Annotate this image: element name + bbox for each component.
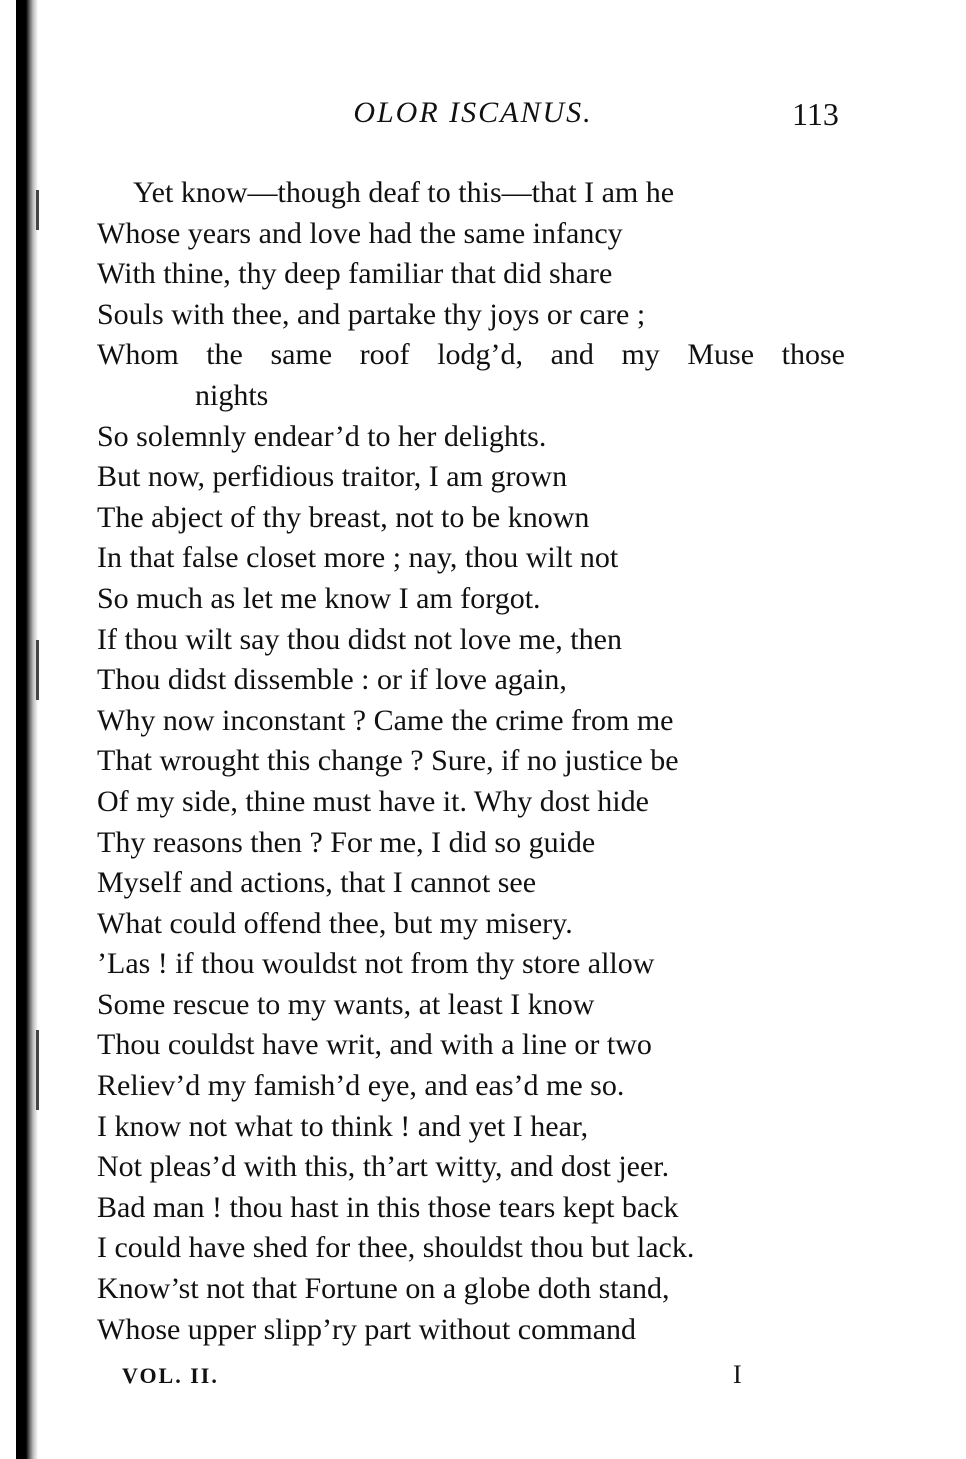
poem-word: and xyxy=(550,338,594,372)
signature-letter: I xyxy=(733,1360,742,1389)
poem-line: That wrought this change ? Sure, if no justice be xyxy=(97,744,679,778)
spine-speck xyxy=(36,640,39,700)
book-spine-shadow xyxy=(16,0,38,1459)
signature-mark: VOL. II. xyxy=(122,1363,219,1388)
poem-line: So much as let me know I am forgot. xyxy=(97,581,541,615)
running-title: OLOR ISCANUS. xyxy=(353,96,593,129)
poem-line: Some rescue to my wants, at least I know xyxy=(97,987,595,1021)
poem-line: In that false closet more ; nay, thou wilt not xyxy=(97,541,619,575)
spine-speck xyxy=(36,190,39,230)
poem-line: I know not what to think ! and yet I hear, xyxy=(97,1109,589,1143)
poem-word: lodg’d, xyxy=(437,338,524,372)
poem-line: Whose years and love had the same infancy xyxy=(97,216,623,250)
poem-line: Myself and actions, that I cannot see xyxy=(97,866,537,900)
poem-word: Whom xyxy=(97,338,179,372)
poem-word: the xyxy=(206,338,243,372)
poem-line-continuation: nights xyxy=(195,378,269,412)
poem-line: Thou didst dissemble : or if love again, xyxy=(97,663,567,697)
poem-line: The abject of thy breast, not to be known xyxy=(97,500,590,534)
poem-line: Of my side, thine must have it. Why dost hide xyxy=(97,784,649,818)
poem-line-justified xyxy=(97,335,845,376)
poem-line: What could offend thee, but my misery. xyxy=(97,906,573,940)
poem-line: Souls with thee, and partake thy joys or care ; xyxy=(97,297,646,331)
poem-line: ’Las ! if thou wouldst not from thy store allow xyxy=(97,947,655,981)
poem-line: Reliev’d my famish’d eye, and eas’d me so. xyxy=(97,1069,625,1103)
poem-line: Whose upper slipp’ry part without command xyxy=(97,1312,637,1346)
poem-word: same xyxy=(270,338,333,372)
poem-line: With thine, thy deep familiar that did share xyxy=(97,257,613,291)
poem-word: Muse xyxy=(687,338,755,372)
poem-line: If thou wilt say thou didst not love me, then xyxy=(97,622,622,656)
poem-line: Why now inconstant ? Came the crime from me xyxy=(97,703,674,737)
poem-body xyxy=(97,173,877,1350)
poem-line: So solemnly endear’d to her delights. xyxy=(97,419,547,453)
poem-line: Thy reasons then ? For me, I did so guide xyxy=(97,825,596,859)
poem-line: But now, perfidious traitor, I am grown xyxy=(97,460,568,494)
poem-line: I could have shed for thee, shouldst thou but lack. xyxy=(97,1231,695,1265)
spine-speck xyxy=(36,1030,39,1110)
poem-word: roof xyxy=(359,338,410,372)
poem-word: my xyxy=(621,338,660,372)
poem-word: those xyxy=(781,338,845,372)
page-number: 113 xyxy=(792,96,839,132)
poem-line: Not pleas’d with this, th’art witty, and dost jeer. xyxy=(97,1150,670,1184)
poem-line: Yet know—though deaf to this—that I am he xyxy=(133,176,675,209)
poem-line: Know’st not that Fortune on a globe doth stand, xyxy=(97,1272,670,1306)
poem-line: Thou couldst have writ, and with a line or two xyxy=(97,1028,652,1062)
poem-line: Bad man ! thou hast in this those tears kept back xyxy=(97,1190,679,1224)
